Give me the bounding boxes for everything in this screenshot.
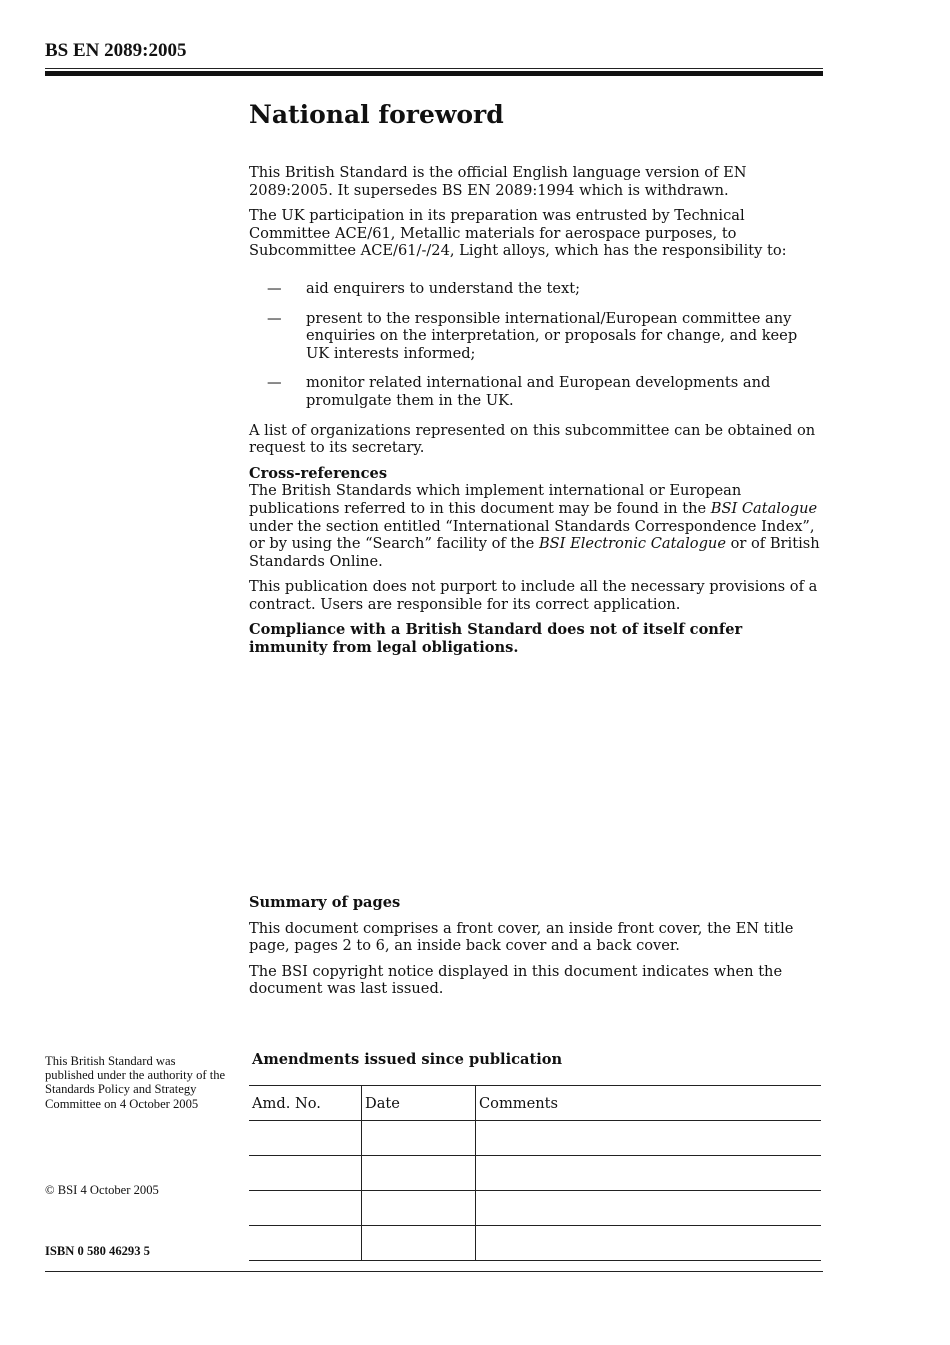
foreword-body	[249, 164, 824, 665]
paragraph-supersedes: This British Standard is the official English language version of EN 2089:2005. It supersedes BS EN 2089:1994 which is withdrawn.	[249, 164, 747, 199]
amendments-title: Amendments issued since publication	[252, 1051, 563, 1068]
list-item-text: monitor related international and European developments and promulgate them in the UK.	[306, 374, 771, 409]
summary-section	[249, 894, 824, 1006]
paragraph-participation: The UK participation in its preparation was entrusted by Technical Committee ACE/61, Metallic materials for aerospace purposes, to Subcommittee ACE/61/-/24, Light alloys, which has the responsibility to:	[249, 207, 787, 260]
list-item	[249, 280, 824, 298]
summary-heading: Summary of pages	[249, 894, 401, 911]
document-header-code: BS EN 2089:2005	[45, 40, 187, 61]
paragraph-provisions: This publication does not purport to include all the necessary provisions of a contract. Users are responsible for its correct application.	[249, 578, 818, 613]
paragraph-crossref	[249, 482, 824, 570]
bsi-catalogue-ref: BSI Catalogue	[710, 499, 818, 517]
bsi-electronic-catalogue-ref: BSI Electronic Catalogue	[538, 535, 726, 553]
table-row	[249, 1121, 821, 1156]
responsibility-list	[249, 280, 824, 410]
header-rule-thin-top	[45, 68, 823, 69]
list-item	[249, 310, 824, 363]
table-cell	[249, 1156, 362, 1191]
crossref-heading: Cross-references	[249, 464, 388, 482]
table-row	[249, 1191, 821, 1226]
column-header-date: Date	[362, 1086, 476, 1121]
amendments-table	[249, 1085, 821, 1261]
list-item-text: present to the responsible international/European committee any enquiries on the interpretation, or proposals for change, and keep UK interests informed;	[306, 309, 798, 362]
table-cell	[476, 1191, 822, 1226]
footer-rule	[45, 1271, 823, 1272]
table-cell	[249, 1121, 362, 1156]
summary-paragraph-copyright: The BSI copyright notice displayed in this document indicates when the document was last issued.	[249, 962, 783, 998]
crossref-text-3: or of British Standards Online.	[249, 535, 820, 570]
table-cell	[362, 1121, 476, 1156]
paragraph-organizations: A list of organizations represented on this subcommittee can be obtained on request to its secretary.	[249, 421, 816, 457]
page-title: National foreword	[249, 100, 504, 129]
sidebar-copyright: © BSI 4 October 2005	[45, 1183, 159, 1197]
table-cell	[249, 1191, 362, 1226]
table-row	[249, 1156, 821, 1191]
dash-marker: —	[267, 374, 282, 392]
paragraph-compliance: Compliance with a British Standard does not of itself confer immunity from legal obligations.	[249, 621, 743, 657]
header-rule-thick	[45, 71, 823, 76]
crossref-text-1: The British Standards which implement international or European publications referred to in this document may be found in the	[249, 482, 742, 517]
dash-marker: —	[267, 309, 282, 327]
table-cell	[362, 1156, 476, 1191]
table-cell	[476, 1156, 822, 1191]
table-cell	[362, 1226, 476, 1261]
table-cell	[476, 1121, 822, 1156]
table-cell	[362, 1191, 476, 1226]
list-item	[249, 374, 824, 409]
dash-marker: —	[267, 279, 282, 297]
sidebar-isbn: ISBN 0 580 46293 5	[45, 1244, 150, 1258]
summary-paragraph-contents: This document comprises a front cover, an inside front cover, the EN title page, pages 2 to 6, an inside back cover and a back cover.	[249, 919, 794, 955]
column-header-amd-no: Amd. No.	[249, 1086, 362, 1121]
column-header-comments: Comments	[476, 1086, 822, 1121]
list-item-text: aid enquirers to understand the text;	[306, 279, 581, 297]
sidebar-publication-note: This British Standard was published under the authority of the Standards Policy and Strategy Committee on 4 October 2005	[45, 1054, 226, 1111]
table-header-row	[249, 1086, 821, 1121]
table-cell	[249, 1226, 362, 1261]
table-row	[249, 1226, 821, 1261]
table-cell	[476, 1226, 822, 1261]
crossref-text-2: under the section entitled “International Standards Correspondence Index”, or by using the “Search” facility of the	[249, 517, 815, 553]
